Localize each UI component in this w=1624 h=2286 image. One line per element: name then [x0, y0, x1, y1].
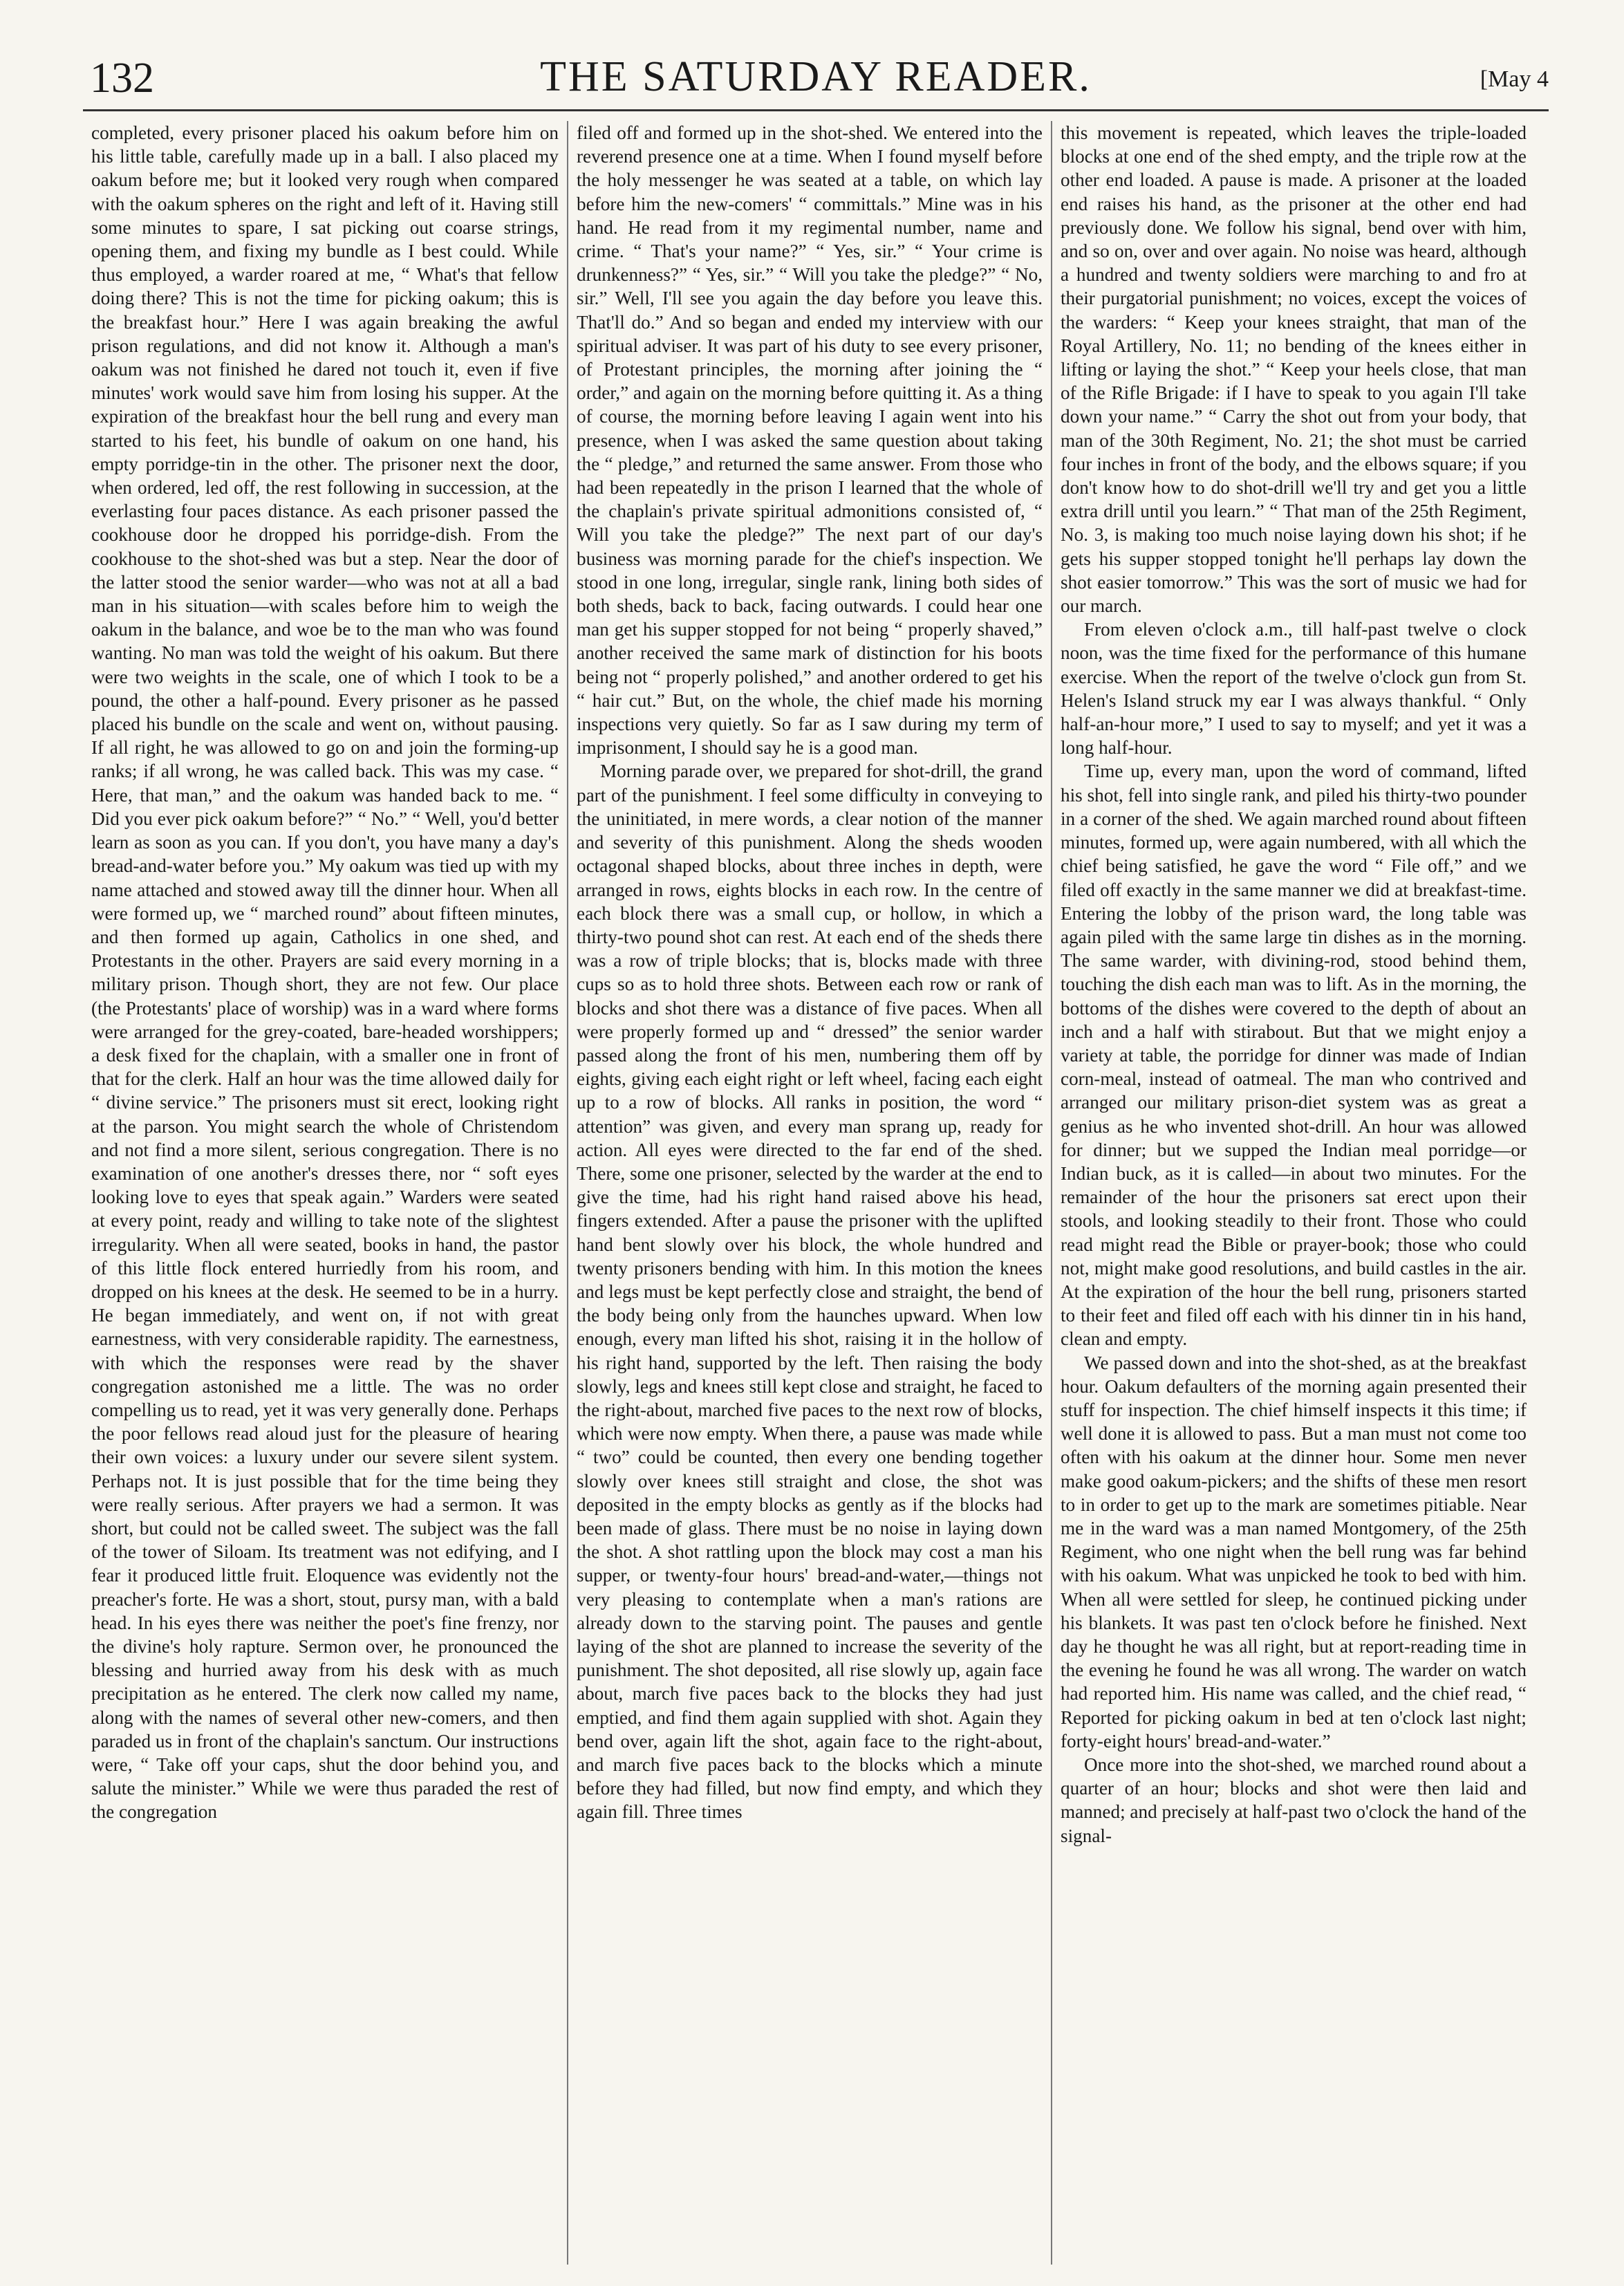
paragraph: filed off and formed up in the shot-shed. We entered into the reverend presence one at a time. When I found myself before the holy messenger he was seated at a table, on which lay before him the new-comers' “ committals.” Mine was in his hand. He read from it my regimental number, name and crime. “ That's your name?” “ Yes, sir.” “ Your crime is drunkenness?” “ Yes, sir.” “ Will you take the pledge?” “ No, sir.” Well, I'll see you again the day before you leave this. That'll do.” And so began and ended my interview with our spiritual adviser. It was part of his duty to see every prisoner, of Protestant principles, the morning after joining the “ order,” and again on the morning before quitting it. As a thing of course, the morning before leaving I again went into his presence, when I was asked the same question about taking the “ pledge,” and returned the same answer. From those who had been repeatedly in the prison I learned that the whole of the chaplain's private spiritual admonitions consisted of, “ Will you take the pledge?” The next part of our day's business was morning parade for the chief's inspection. We stood in one long, irregular, single rank, lining both sides of both sheds, back to back, facing outwards. I could hear one man get his supper stopped for not being “ properly shaved,” another received the same mark of distinction for his boots being not “ properly polished,” and another ordered to get his “ hair cut.” But, on the whole, the chief made his morning inspections very quietly. So far as I saw during my term of imprisonment, I should say he is a good man.: [577, 122, 1043, 759]
article-columns: [83, 121, 1552, 2265]
paragraph: We passed down and into the shot-shed, as at the breakfast hour. Oakum defaulters of the morning again presented their stuff for inspection. The chief himself inspects it this time; if well done it is allowed to pass. But a man must not come too often with his oakum at the dinner hour. Some men never make good oakum-pickers; and the shifts of these men resort to in order to get up to the mark are sometimes pitiable. Near me in the ward was a man named Montgomery, of the 25th Regiment, who one night when the bell rung was far behind with his oakum. What was unpicked he took to bed with him. When all were settled for sleep, he continued picking under his blankets. It was past ten o'clock before he finished. Next day he thought he was all right, but at report-reading time in the evening he found he was all wrong. The warder on watch had reported him. His name was called, and the chief read, “ Reported for picking oakum in bed at ten o'clock last night; forty-eight hours' bread-and-water.”: [1061, 1352, 1527, 1751]
column-2: [567, 121, 1051, 2265]
issue-date: [May 4: [1480, 66, 1549, 92]
paragraph: Once more into the shot-shed, we marched round about a quarter of an hour; blocks and shot were then laid and manned; and precisely at half-past two o'clock the hand of the signal-: [1061, 1754, 1527, 1846]
column-1: [83, 121, 567, 2265]
paragraph: Time up, every man, upon the word of command, lifted his shot, fell into single rank, and piled his thirty-two pounder in a corner of the shed. We again marched round about fifteen minutes, formed up, were again numbered, with all which the chief being satisfied, he gave the word “ File off,” and we filed off exactly in the same manner we did at breakfast-time. Entering the lobby of the prison ward, the long table was again piled with the same large tin dishes as in the morning. The same warder, with divining-rod, stood behind them, touching the dish each man was to lift. As in the morning, the bottoms of the dishes were covered to the depth of about an inch and a half with stirabout. But that we might enjoy a variety at table, the porridge for dinner was made of Indian corn-meal, instead of oatmeal. The man who contrived and arranged our military prison-diet system was as great a genius as he who invented shot-drill. An hour was allowed for dinner; but we supped the Indian meal porridge—or Indian buck, as it is called—in about two minutes. For the remainder of the hour the prisoners sat erect upon their stools, and looking steadily to their front. Those who could read might read the Bible or prayer-book; those who could not, might make good resolutions, and build castles in the air. At the expiration of the hour the bell rung, prisoners started to their feet and filed off each with his dinner tin in his hand, clean and empty.: [1061, 761, 1527, 1350]
paragraph: From eleven o'clock a.m., till half-past twelve o clock noon, was the time fixed for the performance of this humane exercise. When the report of the twelve o'clock gun from St. Helen's Island struck my ear I was always thankful. “ Only half-an-hour more,” I used to say to myself; and yet it was a long half-hour.: [1061, 619, 1527, 759]
page-header: [83, 48, 1549, 118]
paragraph: Morning parade over, we prepared for shot-drill, the grand part of the punishment. I feel some difficulty in conveying to the uninitiated, in mere words, a clear notion of the manner and severity of this punishment. Along the sheds wooden octagonal shaped blocks, about three inches in depth, were arranged in rows, eights blocks in each row. In the centre of each block there was a small cup, or hollow, in which a thirty-two pound shot can rest. At each end of the sheds there was a row of triple blocks; that is, blocks made with three cups so as to hold three shots. Between each row or rank of blocks and shot there was a distance of five paces. When all were properly formed up and “ dressed” the senior warder passed along the front of his men, numbering them off by eights, giving each eight right or left wheel, facing each eight up to a row of blocks. All ranks in position, the word “ attention” was given, and every man sprang up, ready for action. All eyes were directed to the far end of the shed. There, some one prisoner, selected by the warder at the end to give the time, had his right hand raised above his head, fingers extended. After a pause the prisoner with the uplifted hand bent slowly over his block, the whole hundred and twenty prisoners bending with him. In this motion the knees and legs must be kept perfectly close and straight, the bend of the body being only from the haunches upward. When low enough, every man lifted his shot, raising it in the hollow of his right hand, supported by the left. Then raising the body slowly, legs and knees still kept close and straight, he faced to the right-about, marched five paces to the next row of blocks, which were now empty. When there, a pause was made while “ two” could be counted, then every one bending together slowly over knees still straight and close, the shot was deposited in the empty blocks as gently as if the blocks had been made of glass. There must be no noise in laying down the shot. A shot rattling upon the block may cost a man his supper, or twenty-four hours' bread-and-water,—things not very pleasing to contemplate when a man's rations are already down to the starving point. The pauses and gentle laying of the shot are planned to increase the severity of the punishment. The shot deposited, all rise slowly up, again face about, march five paces back to the blocks they had just emptied, and find them again supplied with shot. Again they bend over, again lift the shot, again face to the right-about, and march five paces back to the blocks which a minute before they had filled, but now find empty, and which they again fill. Three times: [577, 761, 1043, 1823]
page-number: 132: [90, 55, 154, 102]
column-3: [1051, 121, 1535, 2265]
paragraph: this movement is repeated, which leaves the triple-loaded blocks at one end of the shed empty, and the triple row at the other end loaded. A pause is made. A prisoner at the loaded end raises his hand, as the prisoner at the other end had previously done. We follow his signal, bend over with him, and so on, over and over again. No noise was heard, although a hundred and twenty soldiers were marching to and fro at their purgatorial punishment; no voices, except the voices of the warders: “ Keep your knees straight, that man of the Royal Artillery, No. 11; no bending of the knees either in lifting or laying the shot.” “ Keep your heels close, that man of the Rifle Brigade: if I have to speak to you again I'll take down your name.” “ Carry the shot out from your body, that man of the 30th Regiment, No. 21; the shot must be carried four inches in front of the body, and the elbows square; if you don't know how to do shot-drill we'll try and get you a little extra drill until you learn.” “ That man of the 25th Regiment, No. 3, is making too much noise laying down his shot; if he gets his supper stopped tonight he'll perhaps lay down the shot easier tomorrow.” This was the sort of music we had for our march.: [1061, 122, 1527, 617]
paragraph: completed, every prisoner placed his oakum before him on his little table, carefully made up in a ball. I also placed my oakum before me; but it looked very rough when compared with the oakum spheres on the right and left of it. Having still some minutes to spare, I sat picking out coarse strings, opening them, and fixing my bundle as I best could. While thus employed, a warder roared at me, “ What's that fellow doing there? This is not the time for picking oakum; this is the breakfast hour.” Here I was again breaking the awful prison regulations, and did not know it. Although a man's oakum was not finished he dared not touch it, even if five minutes' work would save him from losing his supper. At the expiration of the breakfast hour the bell rung and every man started to his feet, his bundle of oakum on one hand, his empty porridge-tin in the other. The prisoner next the door, when ordered, led off, the rest following in succession, at the everlasting four paces distance. As each prisoner passed the cookhouse door he dropped his porridge-dish. From the cookhouse to the shot-shed was but a step. Near the door of the latter stood the senior warder—who was not at all a bad man in his situation—with scales before him to weigh the oakum in the balance, and woe be to the man who was found wanting. No man was told the weight of his oakum. But there were two weights in the scale, one of which I took to be a pound, the other a half-pound. Every prisoner as he passed placed his bundle on the scale and went on, without pausing. If all right, he was allowed to go on and join the forming-up ranks; if all wrong, he was called back. This was my case. “ Here, that man,” and the oakum was handed back to me. “ Did you ever pick oakum before?” “ No.” “ Well, you'd better learn as soon as you can. If you don't, you have many a day's bread-and-water before you.” My oakum was tied up with my name attached and stowed away till the dinner hour. When all were formed up, we “ marched round” about fifteen minutes, and then formed up again, Catholics in one shed, and Protestants in the other. Prayers are said every morning in a military prison. Though short, they are not few. Our place (the Protestants' place of worship) was in a ward where forms were arranged for the grey-coated, bare-headed worshippers; a desk fixed for the chaplain, with a smaller one in front of that for the clerk. Half an hour was the time allowed daily for “ divine service.” The prisoners must sit erect, looking right at the parson. You might search the whole of Christendom and not find a more silent, serious congregation. There is no examination of one another's dresses there, nor “ soft eyes looking love to eyes that speak again.” Warders were seated at every point, ready and willing to take note of the slightest irregularity. When all were seated, books in hand, the pastor of this little flock entered hurriedly from his room, and dropped on his knees at the desk. He seemed to be in a hurry. He began immediately, and went on, if not with great earnestness, with very considerable rapidity. The earnestness, with which the responses were read by the shaver congregation astonished me a little. The was no order compelling us to read, yet it was very generally done. Perhaps the poor fellows read aloud just for the pleasure of hearing their own voices: a luxury under our severe silent system. Perhaps not. It is just possible that for the time being they were really serious. After prayers we had a sermon. It was short, but could not be called sweet. The subject was the fall of the tower of Siloam. Its treatment was not edifying, and I fear it produced little fruit. Eloquence was evidently not the preacher's forte. He was a short, stout, pursy man, with a bald head. In his eyes there was neither the poet's fine frenzy, nor the divine's holy rapture. Sermon over, he pronounced the blessing and hurried away from his desk with as much precipitation as he entered. The clerk now called my name, along with the names of several other new-comers, and then paraded us in front of the chaplain's sanctum. Our instructions were, “ Take off your caps, shut the door behind you, and salute the minister.” While we were thus paraded the rest of the congregation: [91, 122, 559, 1823]
header-rule: [83, 109, 1549, 111]
masthead-title: THE SATURDAY READER.: [540, 53, 1092, 100]
